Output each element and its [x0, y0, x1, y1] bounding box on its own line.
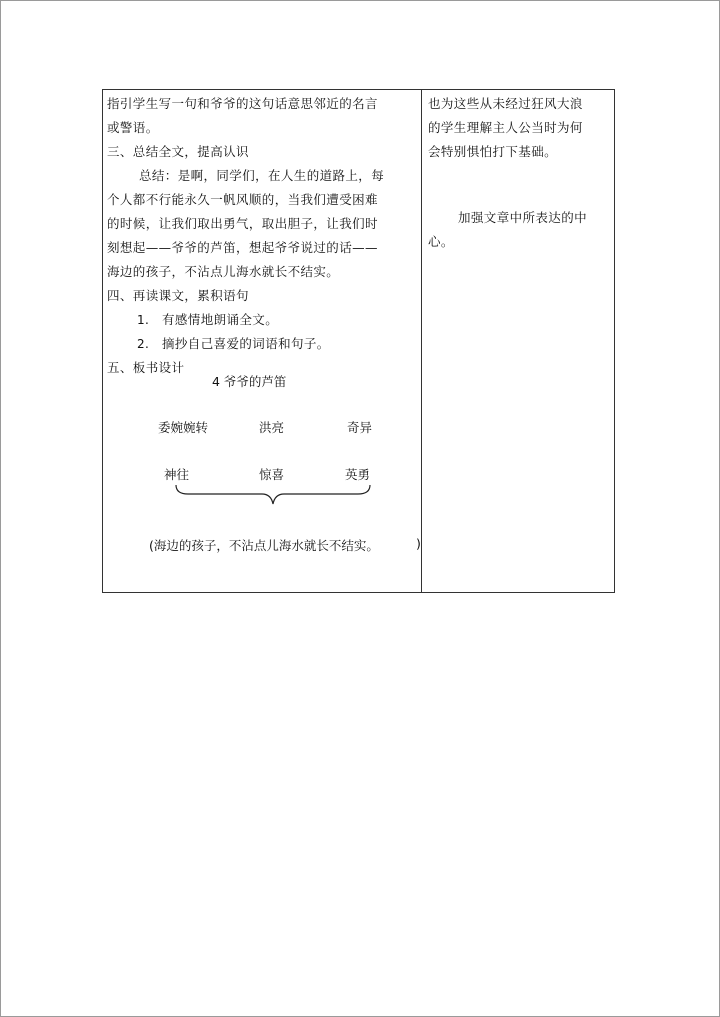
summary-line5: 海边的孩子，不沾点儿海水就长不结实。	[107, 264, 340, 279]
board-word-1: 委婉婉转	[158, 420, 209, 435]
summary-line2: 个人都不行能永久一帆风顺的，当我们遭受困难	[107, 192, 378, 207]
section3-heading: 三、总结全文，提高认识	[107, 144, 249, 159]
summary-line3: 的时候，让我们取出勇气，取出胆子，让我们时	[107, 216, 378, 231]
board-quote-close: )	[416, 536, 421, 551]
para1-line2: 或警语。	[107, 120, 159, 135]
board-title: 4 爷爷的芦笛	[212, 374, 287, 389]
board-word-6: 英勇	[345, 467, 371, 482]
board-word-4: 神往	[164, 467, 190, 482]
board-word-2: 洪亮	[259, 420, 285, 435]
item1-number: 1.	[137, 313, 150, 327]
para1-line1: 指引学生写一句和爷爷的这句话意思邻近的名言	[107, 96, 378, 111]
right-line5: 心。	[428, 234, 454, 249]
right-line1: 也为这些从未经过狂风大浪	[428, 96, 583, 111]
section5-heading: 五、板书设计	[107, 360, 185, 375]
right-line3: 会特别惧怕打下基础。	[428, 144, 558, 159]
lesson-plan-table	[102, 89, 615, 593]
board-word-5: 惊喜	[259, 467, 285, 482]
section4-heading: 四、再读课文，累积语句	[107, 288, 249, 303]
right-line2: 的学生理解主人公当时为何	[428, 120, 583, 135]
column-divider	[421, 90, 422, 592]
board-word-3: 奇异	[347, 420, 373, 435]
item1-text: 有感情地朗诵全文。	[162, 312, 279, 327]
board-quote: (海边的孩子，不沾点儿海水就长不结实。	[149, 538, 379, 553]
right-line4: 加强文章中所表达的中	[458, 210, 588, 225]
item2-text: 摘抄自己喜爱的词语和句子。	[162, 336, 330, 351]
summary-line4: 刻想起——爷爷的芦笛，想起爷爷说过的话——	[107, 240, 378, 255]
summary-line1: 总结：是啊，同学们，在人生的道路上，每	[139, 168, 385, 183]
item2-number: 2.	[137, 337, 150, 351]
curly-brace-icon	[174, 484, 372, 506]
